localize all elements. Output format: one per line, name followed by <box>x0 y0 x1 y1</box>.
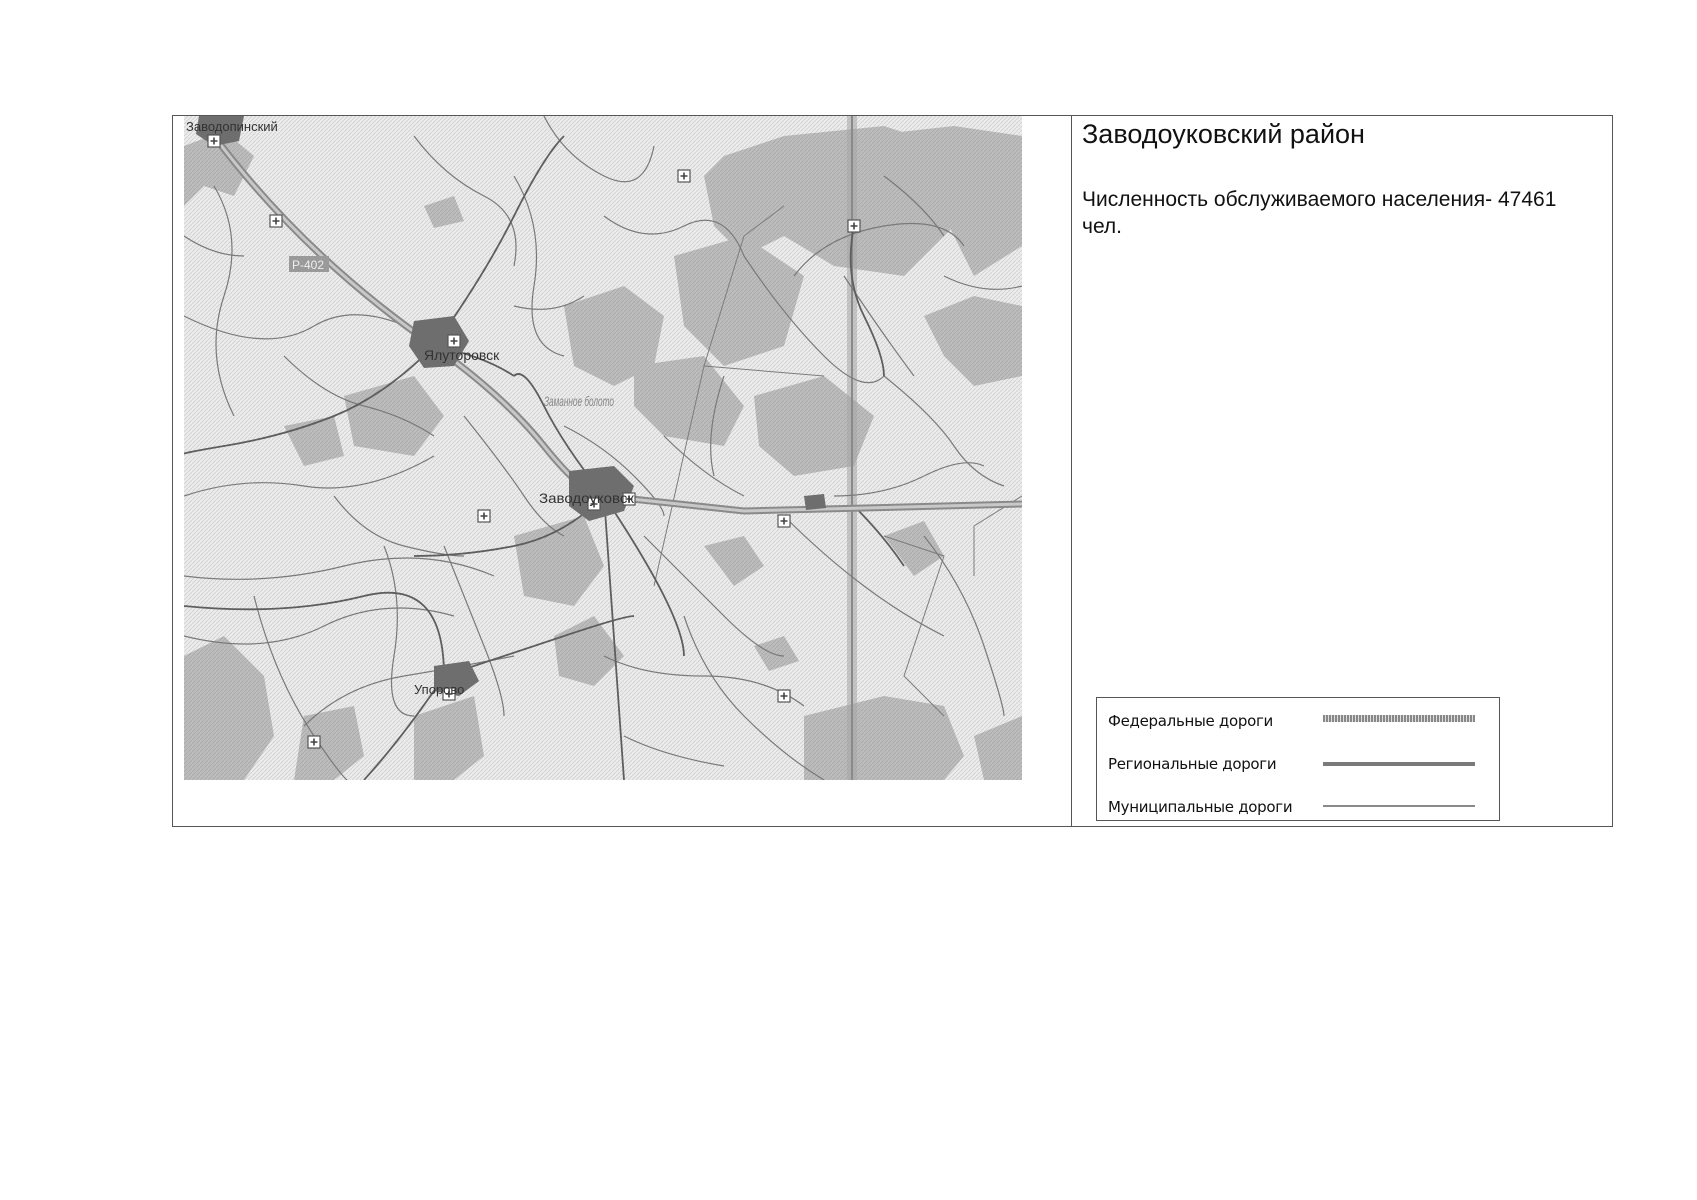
legend-swatch-federal <box>1323 715 1475 722</box>
legend-label-federal: Федеральные дороги <box>1108 712 1274 730</box>
map-svg <box>184 116 1022 780</box>
info-panel <box>1079 116 1609 826</box>
label-town-center: Заводоуковск <box>539 490 635 506</box>
label-village-south: Упорово <box>414 682 465 697</box>
medical-cross-icon <box>308 736 320 748</box>
map-panel-frame <box>172 115 1613 827</box>
legend-swatch-municipal <box>1323 805 1475 807</box>
district-title: Заводоуковский район <box>1082 119 1365 149</box>
medical-cross-icon <box>208 135 220 147</box>
medical-cross-icon <box>778 690 790 702</box>
population-text: Численность обслуживаемого населения- 47461 чел. <box>1082 188 1557 238</box>
label-swamp: Заманное болото <box>544 393 615 409</box>
road-legend <box>1096 697 1500 821</box>
label-town-north: Ялуторовск <box>424 347 500 363</box>
label-northwest-settlement: Заводопинский <box>186 119 278 134</box>
label-highway: Р-402 <box>292 258 325 272</box>
medical-cross-icon <box>778 515 790 527</box>
district-map <box>184 116 1022 780</box>
medical-cross-icon <box>678 170 690 182</box>
medical-cross-icon <box>270 215 282 227</box>
legend-row-federal <box>1108 706 1493 736</box>
legend-row-regional <box>1108 749 1493 779</box>
medical-cross-icon <box>478 510 490 522</box>
legend-label-municipal: Муниципальные дороги <box>1108 798 1293 816</box>
legend-label-regional: Региональные дороги <box>1108 755 1277 773</box>
meridian-strip <box>847 116 857 780</box>
medical-cross-icon <box>848 220 860 232</box>
legend-swatch-regional <box>1323 762 1475 766</box>
panel-divider <box>1071 116 1072 826</box>
legend-row-municipal <box>1108 792 1493 822</box>
medical-cross-icon <box>448 335 460 347</box>
